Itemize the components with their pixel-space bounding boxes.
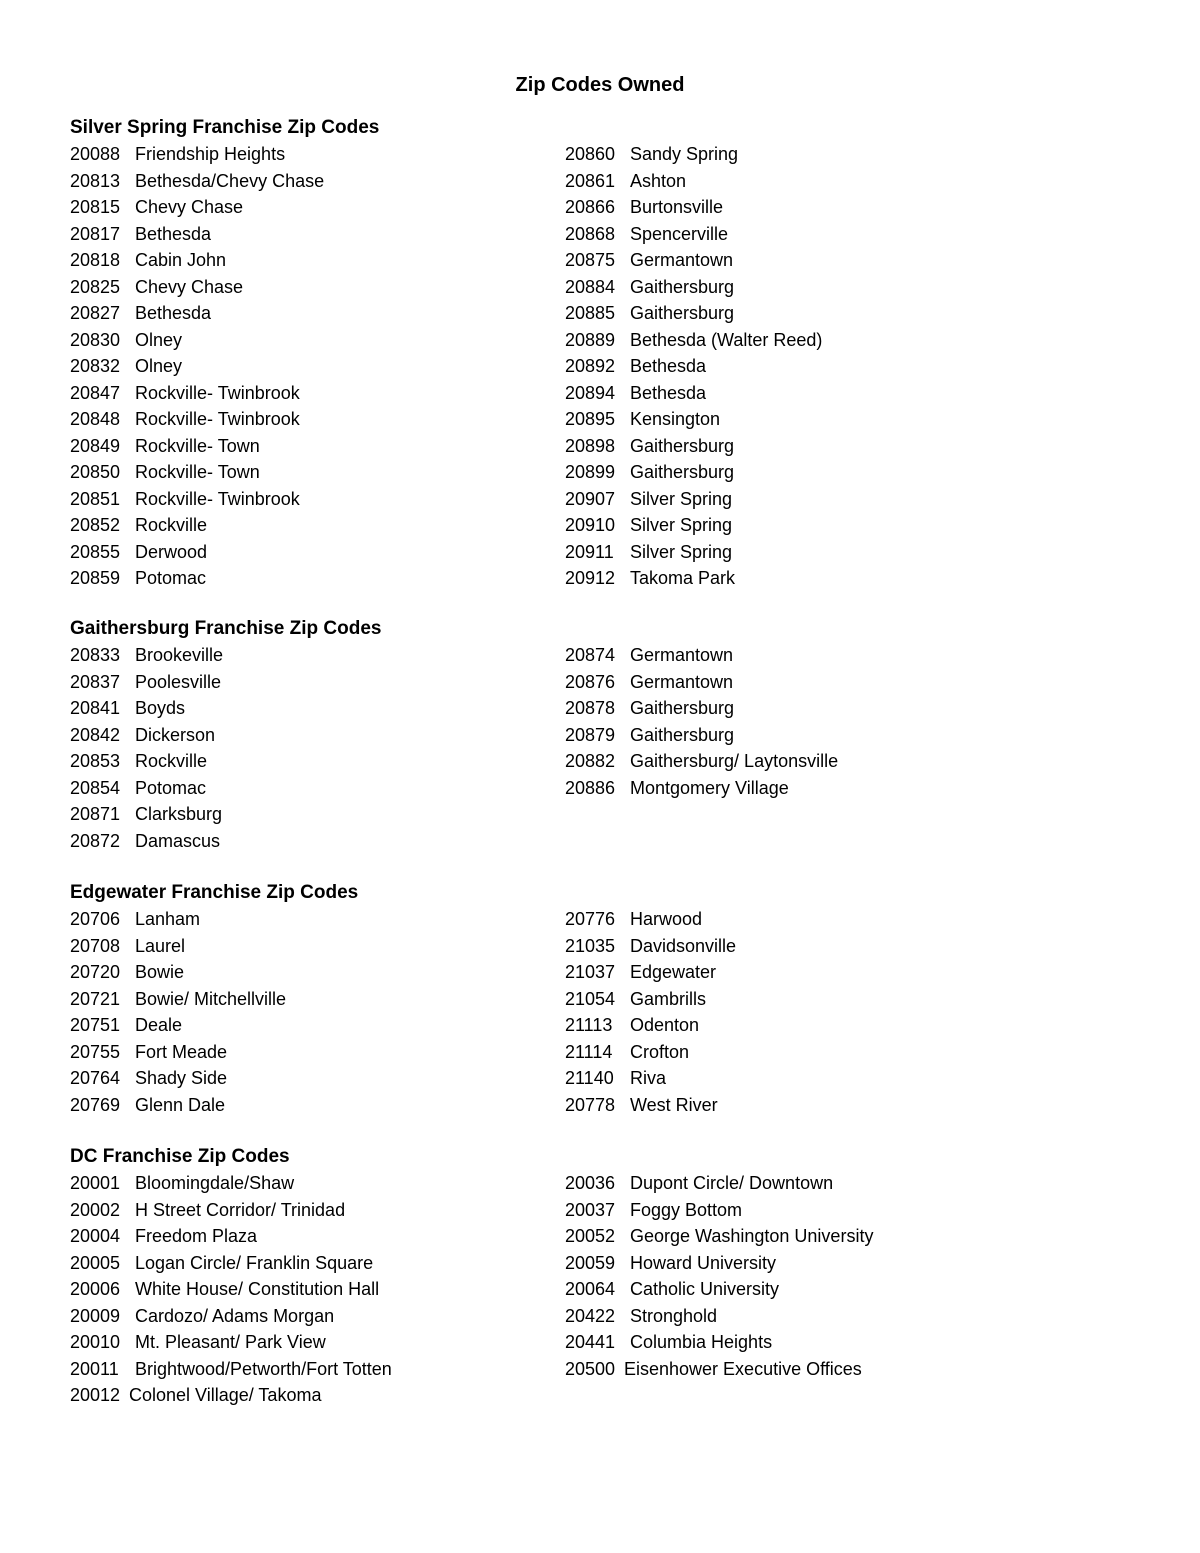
zip-code: 20776 (565, 909, 616, 929)
place-name: Freedom Plaza (135, 1226, 258, 1246)
zip-code: 20910 (565, 515, 616, 535)
zip-code: 20751 (70, 1015, 121, 1035)
zip-code: 20706 (70, 909, 121, 929)
zip-code: 20861 (565, 170, 616, 191)
zip-code: 20849 (70, 435, 121, 456)
zip-code: 20813 (70, 170, 121, 191)
zip-entry (70, 775, 565, 802)
place-name: Howard University (630, 1252, 777, 1273)
place-name: Brookeville (135, 645, 224, 665)
zip-entry (565, 459, 1125, 486)
zip-entry (70, 539, 565, 566)
zip-columns (70, 1170, 1130, 1409)
zip-code: 20911 (565, 541, 614, 562)
zip-entry (70, 906, 565, 933)
place-name: Bethesda (135, 223, 212, 244)
zip-code: 20833 (70, 645, 121, 665)
place-name: Brightwood/Petworth/Fort Totten (135, 1358, 392, 1379)
zip-entry (70, 1250, 565, 1277)
zip-entry (565, 669, 1125, 696)
zip-code: 20708 (70, 935, 121, 956)
zip-entry (70, 986, 565, 1013)
place-name: Gaithersburg (630, 435, 735, 456)
zip-code: 20037 (565, 1199, 616, 1220)
zip-code: 20841 (70, 698, 121, 718)
zip-code: 20866 (565, 197, 616, 217)
zip-entry (70, 141, 565, 168)
page-title: Zip Codes Owned (515, 74, 685, 96)
place-name: Takoma Park (630, 568, 736, 588)
place-name: Eisenhower Executive Offices (624, 1358, 862, 1379)
zip-code: 20422 (565, 1305, 616, 1326)
zip-entry (565, 1065, 1125, 1092)
zip-entry (70, 695, 565, 722)
zip-entry (70, 828, 565, 855)
zip-columns (70, 906, 1130, 1118)
zip-code: 21140 (565, 1068, 614, 1088)
zip-code: 20012 (70, 1385, 121, 1405)
zip-entry (70, 722, 565, 749)
place-name: Bethesda (630, 382, 707, 403)
zip-code: 20832 (70, 356, 121, 376)
place-name: Rockville (135, 751, 208, 771)
zip-list-left (70, 906, 565, 1118)
place-name: Germantown (630, 250, 734, 270)
place-name: Edgewater (630, 962, 717, 982)
zip-entry (565, 247, 1125, 274)
place-name: Gambrills (630, 988, 707, 1009)
place-name: Gaithersburg (630, 462, 735, 482)
zip-entry (70, 1329, 565, 1356)
zip-code: 20004 (70, 1226, 121, 1246)
zip-entry (70, 221, 565, 248)
zip-entry (70, 933, 565, 960)
zip-code: 20850 (70, 462, 121, 482)
zip-entry (70, 274, 565, 301)
zip-entry (565, 986, 1125, 1013)
place-name: Bowie/ Mitchellville (135, 988, 287, 1009)
zip-code: 21035 (565, 935, 616, 956)
place-name: Chevy Chase (135, 197, 244, 217)
place-name: Crofton (630, 1041, 690, 1062)
place-name: Laurel (135, 935, 186, 956)
zip-code: 21114 (565, 1041, 613, 1062)
zip-entry (565, 327, 1125, 354)
zip-code: 20830 (70, 329, 121, 350)
section-heading: Gaithersburg Franchise Zip Codes (70, 618, 382, 639)
place-name: West River (630, 1094, 718, 1115)
place-name: Clarksburg (135, 804, 223, 824)
zip-code: 20837 (70, 671, 121, 692)
place-name: White House/ Constitution Hall (135, 1279, 380, 1299)
place-name: Gaithersburg/ Laytonsville (630, 751, 839, 771)
zip-list-right (565, 141, 1125, 592)
zip-entry (565, 933, 1125, 960)
zip-entry (565, 1012, 1125, 1039)
zip-columns (70, 642, 1130, 854)
zip-entry (565, 353, 1125, 380)
place-name: Ashton (630, 170, 687, 191)
zip-code: 20052 (565, 1226, 616, 1246)
zip-list-left (70, 141, 565, 592)
zip-entry (565, 141, 1125, 168)
zip-code: 20882 (565, 751, 616, 771)
zip-code: 20720 (70, 962, 121, 982)
place-name: Bowie (135, 962, 185, 982)
zip-code: 20855 (70, 541, 121, 562)
place-name: Fort Meade (135, 1041, 228, 1062)
place-name: Potomac (135, 568, 207, 588)
section-heading: Edgewater Franchise Zip Codes (70, 882, 359, 903)
place-name: Poolesville (135, 671, 222, 692)
zip-entry (70, 247, 565, 274)
zip-entry (565, 512, 1125, 539)
zip-code: 20064 (565, 1279, 616, 1299)
place-name: Cardozo/ Adams Morgan (135, 1305, 335, 1326)
section-gaithersburg (70, 616, 1130, 854)
zip-code: 20005 (70, 1252, 121, 1273)
zip-code: 20892 (565, 356, 616, 376)
zip-code: 20875 (565, 250, 616, 270)
zip-entry (565, 486, 1125, 513)
zip-code: 20907 (565, 488, 616, 509)
place-name: Stronghold (630, 1305, 718, 1326)
zip-entry (70, 459, 565, 486)
zip-entry (70, 748, 565, 775)
zip-code: 20848 (70, 409, 121, 429)
place-name: Bethesda (135, 303, 212, 323)
zip-columns (70, 141, 1130, 592)
zip-entry (70, 1092, 565, 1119)
place-name: Rockville- Town (135, 462, 260, 482)
zip-entry (565, 221, 1125, 248)
place-name: Bethesda (Walter Reed) (630, 329, 823, 350)
place-name: Bethesda/Chevy Chase (135, 170, 325, 191)
section-silver-spring (70, 115, 1130, 592)
zip-entry (70, 642, 565, 669)
zip-code: 20872 (70, 830, 121, 851)
zip-entry (70, 565, 565, 592)
zip-code: 20851 (70, 488, 121, 509)
zip-code: 20769 (70, 1094, 121, 1115)
place-name: Rockville- Twinbrook (135, 382, 300, 403)
zip-entry (70, 406, 565, 433)
place-name: Gaithersburg (630, 724, 735, 745)
zip-entry (565, 194, 1125, 221)
zip-entry (565, 642, 1125, 669)
place-name: Silver Spring (630, 488, 733, 509)
zip-code: 21113 (565, 1015, 613, 1035)
zip-code: 20002 (70, 1199, 121, 1220)
zip-list-left (70, 1170, 565, 1409)
zip-code: 20884 (565, 276, 616, 297)
zip-entry (70, 512, 565, 539)
zip-entry (565, 168, 1125, 195)
zip-code: 20876 (565, 671, 616, 692)
zip-entry (565, 1039, 1125, 1066)
place-name: Dupont Circle/ Downtown (630, 1173, 834, 1193)
zip-code: 20895 (565, 409, 616, 429)
zip-code: 20009 (70, 1305, 121, 1326)
zip-code: 20500 (565, 1358, 616, 1379)
place-name: Mt. Pleasant/ Park View (135, 1332, 326, 1352)
place-name: Lanham (135, 909, 201, 929)
place-name: Gaithersburg (630, 698, 735, 718)
place-name: Derwood (135, 541, 208, 562)
zip-code: 20842 (70, 724, 121, 745)
place-name: Burtonsville (630, 197, 724, 217)
zip-entry (565, 300, 1125, 327)
place-name: Davidsonville (630, 935, 737, 956)
place-name: Rockville (135, 515, 208, 535)
place-name: Silver Spring (630, 515, 733, 535)
place-name: Cabin John (135, 250, 227, 270)
place-name: Glenn Dale (135, 1094, 226, 1115)
zip-code: 20001 (70, 1173, 121, 1193)
zip-code: 20853 (70, 751, 121, 771)
zip-code: 20006 (70, 1279, 121, 1299)
zip-entry (565, 565, 1125, 592)
place-name: Dickerson (135, 724, 216, 745)
zip-entry (70, 486, 565, 513)
zip-entry (565, 1250, 1125, 1277)
zip-entry (70, 1039, 565, 1066)
zip-entry (70, 1356, 565, 1383)
zip-code: 20059 (565, 1252, 616, 1273)
place-name: Chevy Chase (135, 276, 244, 297)
place-name: Silver Spring (630, 541, 733, 562)
place-name: Odenton (630, 1015, 700, 1035)
zip-entry (70, 1382, 565, 1409)
zip-code: 20011 (70, 1358, 119, 1379)
zip-entry (565, 906, 1125, 933)
zip-entry (565, 959, 1125, 986)
zip-code: 20860 (565, 144, 616, 164)
place-name: Riva (630, 1068, 667, 1088)
place-name: Montgomery Village (630, 777, 789, 798)
zip-entry (565, 406, 1125, 433)
place-name: Bethesda (630, 356, 707, 376)
section-dc (70, 1144, 1130, 1409)
zip-entry (70, 1197, 565, 1224)
zip-code: 20815 (70, 197, 121, 217)
place-name: Spencerville (630, 223, 729, 244)
zip-entry (70, 1065, 565, 1092)
place-name: Olney (135, 356, 183, 376)
place-name: Rockville- Twinbrook (135, 488, 300, 509)
zip-entry (70, 380, 565, 407)
zip-entry (70, 801, 565, 828)
zip-entry (565, 1356, 1125, 1383)
zip-entry (70, 168, 565, 195)
zip-entry (565, 695, 1125, 722)
place-name: Friendship Heights (135, 144, 286, 164)
place-name: Foggy Bottom (630, 1199, 743, 1220)
zip-entry (565, 1303, 1125, 1330)
zip-code: 20854 (70, 777, 121, 798)
zip-code: 20898 (565, 435, 616, 456)
zip-code: 21054 (565, 988, 616, 1009)
zip-entry (70, 194, 565, 221)
zip-code: 20894 (565, 382, 616, 403)
zip-entry (565, 722, 1125, 749)
zip-entry (565, 1170, 1125, 1197)
place-name: Bloomingdale/Shaw (135, 1173, 295, 1193)
place-name: Germantown (630, 671, 734, 692)
zip-list-right (565, 1170, 1125, 1409)
place-name: Potomac (135, 777, 207, 798)
place-name: George Washington University (630, 1226, 874, 1246)
zip-entry (70, 1276, 565, 1303)
zip-list-right (565, 906, 1125, 1118)
zip-entry (70, 1223, 565, 1250)
zip-entry (565, 1197, 1125, 1224)
place-name: Rockville- Town (135, 435, 260, 456)
zip-code: 20878 (565, 698, 616, 718)
zip-code: 21037 (565, 962, 616, 982)
zip-code: 20778 (565, 1094, 616, 1115)
zip-entry (70, 669, 565, 696)
zip-code: 20088 (70, 144, 121, 164)
zip-code: 20889 (565, 329, 616, 350)
zip-entry (565, 748, 1125, 775)
place-name: Colonel Village/ Takoma (129, 1385, 322, 1405)
zip-entry (565, 1092, 1125, 1119)
place-name: Shady Side (135, 1068, 228, 1088)
place-name: H Street Corridor/ Trinidad (135, 1199, 346, 1220)
zip-entry (70, 300, 565, 327)
zip-code: 20886 (565, 777, 616, 798)
zip-code: 20036 (565, 1173, 616, 1193)
place-name: Boyds (135, 698, 186, 718)
zip-entry (565, 1223, 1125, 1250)
place-name: Logan Circle/ Franklin Square (135, 1252, 374, 1273)
zip-code: 20827 (70, 303, 121, 323)
zip-code: 20885 (565, 303, 616, 323)
zip-code: 20764 (70, 1068, 121, 1088)
zip-entry (565, 775, 1125, 802)
section-heading: DC Franchise Zip Codes (70, 1146, 290, 1167)
zip-list-right (565, 642, 1125, 854)
zip-code: 20859 (70, 568, 121, 588)
place-name: Deale (135, 1015, 183, 1035)
zip-entry (70, 433, 565, 460)
zip-code: 20825 (70, 276, 121, 297)
zip-code: 20847 (70, 382, 121, 403)
place-name: Gaithersburg (630, 276, 735, 297)
zip-entry (70, 1170, 565, 1197)
place-name: Kensington (630, 409, 721, 429)
zip-list-left (70, 642, 565, 854)
zip-code: 20441 (565, 1332, 616, 1352)
place-name: Gaithersburg (630, 303, 735, 323)
section-heading: Silver Spring Franchise Zip Codes (70, 117, 380, 138)
place-name: Sandy Spring (630, 144, 739, 164)
place-name: Damascus (135, 830, 221, 851)
zip-code: 20852 (70, 515, 121, 535)
place-name: Olney (135, 329, 183, 350)
zip-entry (565, 1329, 1125, 1356)
zip-code: 20874 (565, 645, 616, 665)
zip-entry (70, 959, 565, 986)
zip-code: 20899 (565, 462, 616, 482)
place-name: Rockville- Twinbrook (135, 409, 300, 429)
zip-code: 20818 (70, 250, 121, 270)
zip-code: 20721 (70, 988, 121, 1009)
zip-entry (565, 1276, 1125, 1303)
section-edgewater (70, 880, 1130, 1118)
zip-entry (565, 539, 1125, 566)
zip-entry (70, 1303, 565, 1330)
place-name: Columbia Heights (630, 1332, 773, 1352)
zip-code: 20817 (70, 223, 121, 244)
zip-entry (70, 1012, 565, 1039)
zip-entry (70, 327, 565, 354)
place-name: Catholic University (630, 1279, 780, 1299)
place-name: Germantown (630, 645, 734, 665)
zip-code: 20912 (565, 568, 616, 588)
zip-entry (565, 274, 1125, 301)
zip-entry (565, 380, 1125, 407)
zip-entry (565, 433, 1125, 460)
zip-code: 20010 (70, 1332, 121, 1352)
place-name: Harwood (630, 909, 703, 929)
zip-code: 20871 (70, 804, 121, 824)
zip-code: 20755 (70, 1041, 121, 1062)
zip-code: 20879 (565, 724, 616, 745)
zip-entry (70, 353, 565, 380)
zip-code: 20868 (565, 223, 616, 244)
